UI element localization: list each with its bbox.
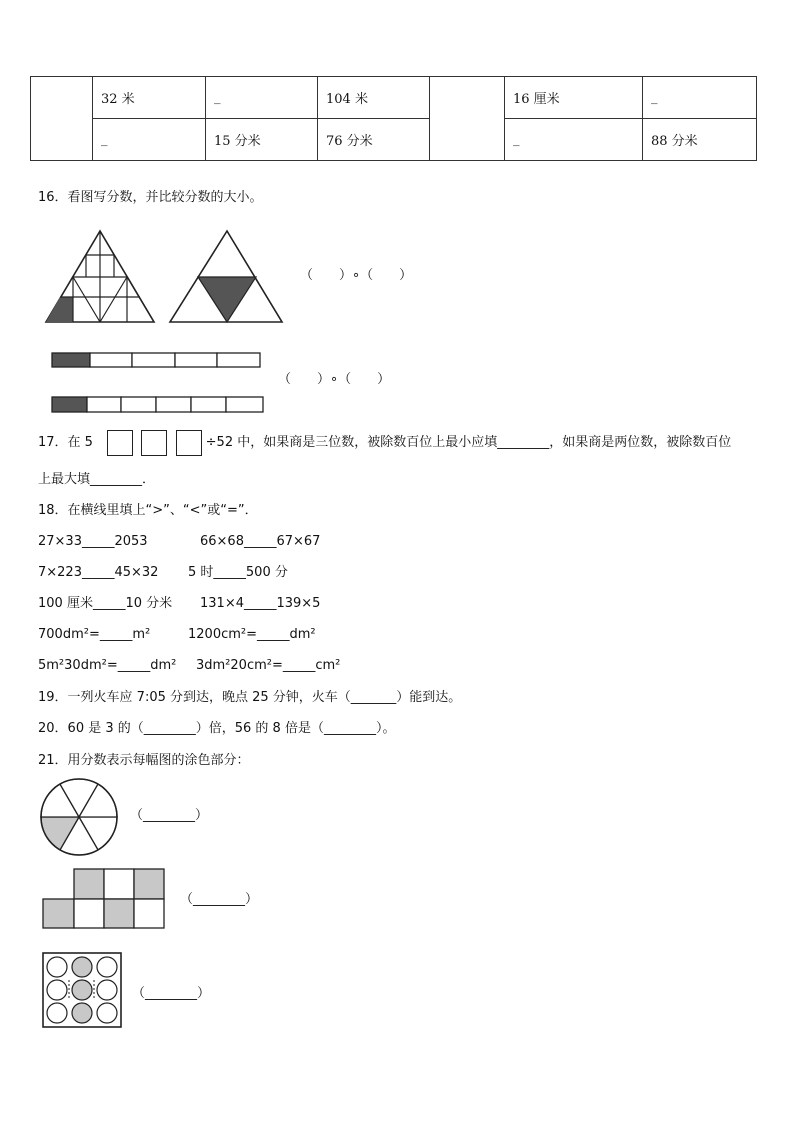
table-cell: 32 米 xyxy=(93,77,206,119)
q16-stem: 16．看图写分数，并比较分数的大小。 xyxy=(38,190,263,205)
q21-circles-figure xyxy=(42,952,124,1030)
strip-bar-1 xyxy=(52,353,260,367)
digit-box[interactable] xyxy=(107,430,133,456)
q16-triangles-figure xyxy=(40,225,290,330)
length-table xyxy=(30,76,757,161)
q17-suffix: ÷52 中，如果商是三位数，被除数百位上最小应填________，如果商是两位数，被除数百位 xyxy=(205,435,732,450)
table-cell: 88 分米 xyxy=(643,119,757,161)
table-cell: _ xyxy=(206,77,318,119)
table-cell: _ xyxy=(505,119,643,161)
q19: 19．一列火车应 7:05 分到达，晚点 25 分钟，火车（_______）能到达。 xyxy=(38,690,462,705)
table-cell: 104 米 xyxy=(318,77,430,119)
q16-compare-2: （ ）∘（ ） xyxy=(278,372,391,387)
table-cell: 15 分米 xyxy=(206,119,318,161)
q21-stem: 21．用分数表示每幅图的涂色部分： xyxy=(38,753,250,768)
q21-circle-figure xyxy=(38,778,122,858)
q18-item: 100 厘米_____10 分米 xyxy=(38,596,173,611)
table-cell xyxy=(31,77,93,161)
q17-line1 xyxy=(38,428,731,458)
q18-item: 5 时_____500 分 xyxy=(188,565,288,580)
q20: 20．60 是 3 的（________）倍，56 的 8 倍是（________）。 xyxy=(38,721,396,736)
q21-squares-figure xyxy=(40,866,170,930)
table-cell: 16 厘米 xyxy=(505,77,643,119)
q21-answer: （________） xyxy=(130,808,209,823)
q16-compare-1: （ ）∘（ ） xyxy=(300,268,413,283)
q18-item: 3dm²20cm²=_____cm² xyxy=(196,658,341,673)
q18-stem: 18．在横线里填上“>”、“<”或“=”． xyxy=(38,503,258,518)
table-cell: 76 分米 xyxy=(318,119,430,161)
q18-item: 131×4_____139×5 xyxy=(200,596,321,611)
q18-item: 5m²30dm²=_____dm² xyxy=(38,658,177,673)
digit-box[interactable] xyxy=(141,430,167,456)
triangle-grid-1 xyxy=(46,231,154,322)
triangle-grid-2 xyxy=(170,231,282,322)
q21-answer: （________） xyxy=(180,892,259,907)
digit-box[interactable] xyxy=(176,430,202,456)
strip-bar-2 xyxy=(52,397,263,412)
q17-line2: 上最大填________． xyxy=(38,472,156,487)
q18-item: 27×33_____2053 xyxy=(38,534,148,549)
q18-item: 7×223_____45×32 xyxy=(38,565,159,580)
q18-item: 700dm²=_____m² xyxy=(38,627,151,642)
q17-prefix: 17．在 5 xyxy=(38,435,93,450)
table-cell: _ xyxy=(93,119,206,161)
table-cell: _ xyxy=(643,77,757,119)
q16-bars-figure xyxy=(50,350,270,418)
q18-item: 66×68_____67×67 xyxy=(200,534,321,549)
table-cell xyxy=(430,77,505,161)
q21-answer: （________） xyxy=(132,986,211,1001)
q18-item: 1200cm²=_____dm² xyxy=(188,627,316,642)
